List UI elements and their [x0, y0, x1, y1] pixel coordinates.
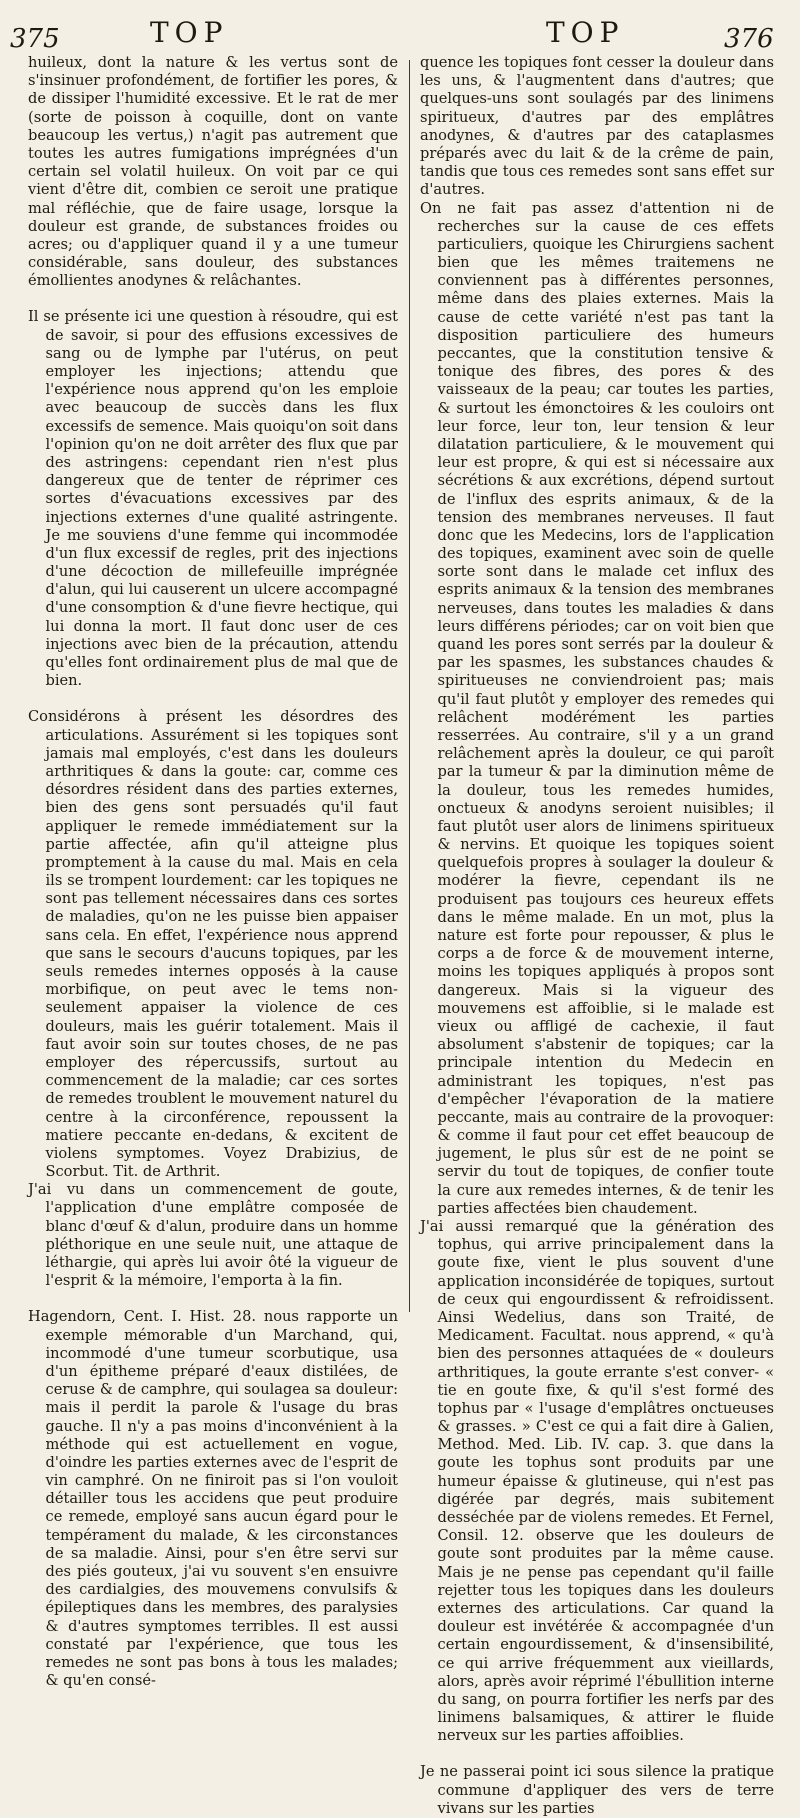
running-header: [0, 16, 800, 56]
paragraph: J'ai aussi remarqué que la génération des tophus, qui arrive principalement dans la goute fixe, vient le plus souvent d'une application inconsidérée de topiques, surtout de ceux qui engourdissent & refroidissent. Ainsi Wedelius, dans son Traité, de Medicament. Facultat. nous apprend, « qu'à bien des personnes attaquées de « douleurs arthritiques, la goute errante s'est conver- « tie en goute fixe, & qu'il s'est formé des tophus par « l'usage d'emplâtres onctueuses & grasses. » C'est ce qui a fait dire à Galien, Method. Med. Lib. IV. cap. 3. que dans la goute les tophus sont produits par une humeur épaisse & glutineuse, qui n'est pas digérée par degrés, mais subitement desséchée par de violens remedes. Et Fernel, Consil. 12. observe que les douleurs de goute sont produites par la même cause. Mais je ne pense pas cependant qu'il faille rejetter tous les topiques dans les douleurs externes des articulations. Car quand la douleur est invétérée & accompagnée d'un certain engourdissement, & d'insensibilité, ce qui arrive fréquemment aux vieillards, alors, après avoir réprimé l'ébullition interne du sang, on pourra fortifier les nerfs par des linimens balsamiques, & attirer le fluide nerveux sur les parties affoiblies.: [420, 1218, 774, 1745]
paragraph: Hagendorn, Cent. I. Hist. 28. nous rapporte un exemple mémorable d'un Marchand, qui, incommodé d'une tumeur scorbutique, usa d'un épitheme préparé d'eaux distilées, de ceruse & de camphre, qui soulagea sa douleur: mais il perdit la parole & l'usage du bras gauche. Il n'y a pas moins d'inconvénient à la méthode qui est actuellement en vogue, d'oindre les parties externes avec de l'esprit de vin camphré. On ne finiroit pas si l'on vouloit détailler tous les accidens que peut produire ce remede, employé sans aucun égard pour le tempérament du malade, & les circonstances de sa maladie. Ainsi, pour s'en être servi sur des piés gouteux, j'ai vu souvent s'en ensuivre des cardialgies, des mouvemens convulsifs & épileptiques dans les membres, des paralysies & d'autres symptomes terribles. Il est aussi constaté par l'expérience, que tous les remedes ne sont pas bons à tous les malades; & qu'en consé-: [28, 1308, 398, 1690]
column-divider: [409, 60, 410, 1312]
right-column: [420, 54, 774, 1818]
left-page-number: 375: [10, 24, 60, 54]
paragraph: On ne fait pas assez d'attention ni de recherches sur la cause de ces effets particuliers, quoique les Chirurgiens sachent bien que les mêmes traitemens ne conviennent pas à différentes personnes, même dans des plaies externes. Mais la cause de cette variété n'est pas tant la disposition particuliere des humeurs peccantes, que la constitution tensive & tonique des fibres, des pores & des vaisseaux de la peau; car toutes les parties, & surtout les émonctoires & les couloirs ont leur force, leur ton, leur tension & leur dilatation particuliere, & le mouvement qui leur est propre, & qui est si nécessaire aux sécrétions & aux excrétions, dépend surtout de l'influx des esprits animaux, & de la tension des membranes nerveuses. Il faut donc que les Medecins, lors de l'application des topiques, examinent avec soin de quelle sorte sont dans le malade cet influx des esprits animaux & la tension des membranes nerveuses, dans toutes les maladies & dans leurs différens périodes; car on voit bien que quand les pores sont serrés par la douleur & par les spasmes, les substances chaudes & spiritueuses ne conviendroient pas; mais qu'il faut plutôt y employer des remedes qui relâchent modérément les parties resserrées. Au contraire, s'il y a un grand relâchement après la douleur, ce qui paroît par la tumeur & par la diminution même de la douleur, tous les remedes humides, onctueux & anodyns seroient nuisibles; il faut plutôt user alors de linimens spiritueux & nervins. Et quoique les topiques soient quelquefois propres à soulager la douleur & modérer la fievre, cependant ils ne produisent pas toujours ces heureux effets dans le même malade. En un mot, plus la nature est forte pour repousser, & plus le corps a de force & de mouvement interne, moins les topiques appliqués à propos sont dangereux. Mais si la vigueur des mouvemens est affoiblie, si le malade est vieux ou affligé de cachexie, il faut absolument s'abstenir de topiques; car la principale intention du Medecin en administrant les topiques, n'est pas d'empêcher l'évaporation de la matiere peccante, mais au contraire de la provoquer: & comme il faut pour cet effet beaucoup de jugement, le plus sûr est de ne point se servir du tout de topiques, de confier toute la cure aux remedes internes, & de tenir les parties affectées bien chaudement.: [420, 199, 774, 1217]
left-catchword: TOP: [150, 16, 229, 49]
paragraph-continued: huileux, dont la nature & les vertus sont de s'insinuer profondément, de fortifier les pores, & de dissiper l'humidité excessive. Et le rat de mer (sorte de poisson à coquille, dont on vante beaucoup les vertus,) n'agit pas autrement que toutes les autres fumigations imprégnées d'un certain sel volatil huileux. On voit par ce qui vient d'être dit, combien ce seroit une pratique mal réfléchie, que de faire usage, lorsque la douleur est grande, de substances froides ou acres; ou d'appliquer quand il y a une tumeur considérable, sans douleur, des substances émollientes anodynes & relâchantes.: [28, 54, 398, 290]
paragraph: Considérons à présent les désordres des articulations. Assurément si les topiques sont jamais mal employés, c'est dans les douleurs arthritiques & dans la goute: car, comme ces désordres résident dans des parties externes, bien des gens sont persuadés qu'il faut appliquer le remede immédiatement sur la partie affectée, afin qu'il atteigne plus promptement à la cause du mal. Mais en cela ils se trompent lourdement: car les topiques ne sont pas tellement nécessaires dans ces sortes de maladies, qu'on ne les puisse bien appaiser sans cela. En effet, l'expérience nous apprend que sans le secours d'aucuns topiques, par les seuls remedes internes opposés à la cause morbifique, on peut avec le tems non-seulement appaiser la violence de ces douleurs, mais les guérir totalement. Mais il faut avoir soin sur toutes choses, de ne pas employer des répercussifs, surtout au commencement de la maladie; car ces sortes de remedes troublent le mouvement naturel du centre à la circonférence, repoussent la matiere peccante en-dedans, & excitent de violens symptomes. Voyez Drabizius, de Scorbut. Tit. de Arthrit.: [28, 708, 398, 1181]
right-page-number: 376: [724, 24, 774, 54]
paragraph: Je ne passerai point ici sous silence la pratique commune d'appliquer des vers de terre vivans sur les parties: [420, 1763, 774, 1817]
paragraph: Il se présente ici une question à résoudre, qui est de savoir, si pour des effusions excessives de sang ou de lymphe par l'utérus, on peut employer les injections; attendu que l'expérience nous apprend qu'on les emploie avec beaucoup de succès dans les flux excessifs de semence. Mais quoiqu'on soit dans l'opinion qu'on ne doit arrêter des flux que par des astringens: cependant rien n'est plus dangereux que de tenter de réprimer ces sortes d'évacuations excessives par des injections externes d'une qualité astringente. Je me souviens d'une femme qui incommodée d'un flux excessif de regles, prit des injections d'une décoction de millefeuille imprégnée d'alun, qui lui causerent un ulcere accompagné d'une consomption & d'une fievre hectique, qui lui donna la mort. Il faut donc user de ces injections avec bien de la précaution, attendu qu'elles font ordinairement plus de mal que de bien.: [28, 308, 398, 690]
left-column: [28, 54, 398, 1690]
right-catchword: TOP: [546, 16, 625, 49]
paragraph-continued: quence les topiques font cesser la douleur dans les uns, & l'augmentent dans d'autres; que quelques-uns sont soulagés par des linimens spiritueux, d'autres par des emplâtres anodynes, & d'autres par des cataplasmes préparés avec du lait & de la crême de pain, tandis que tous ces remedes sont sans effet sur d'autres.: [420, 54, 774, 199]
paragraph: J'ai vu dans un commencement de goute, l'application d'une emplâtre composée de blanc d'œuf & d'alun, produire dans un homme pléthorique en une seule nuit, une attaque de léthargie, qui après lui avoir ôté la vigueur de l'esprit & la mémoire, l'emporta à la fin.: [28, 1181, 398, 1290]
